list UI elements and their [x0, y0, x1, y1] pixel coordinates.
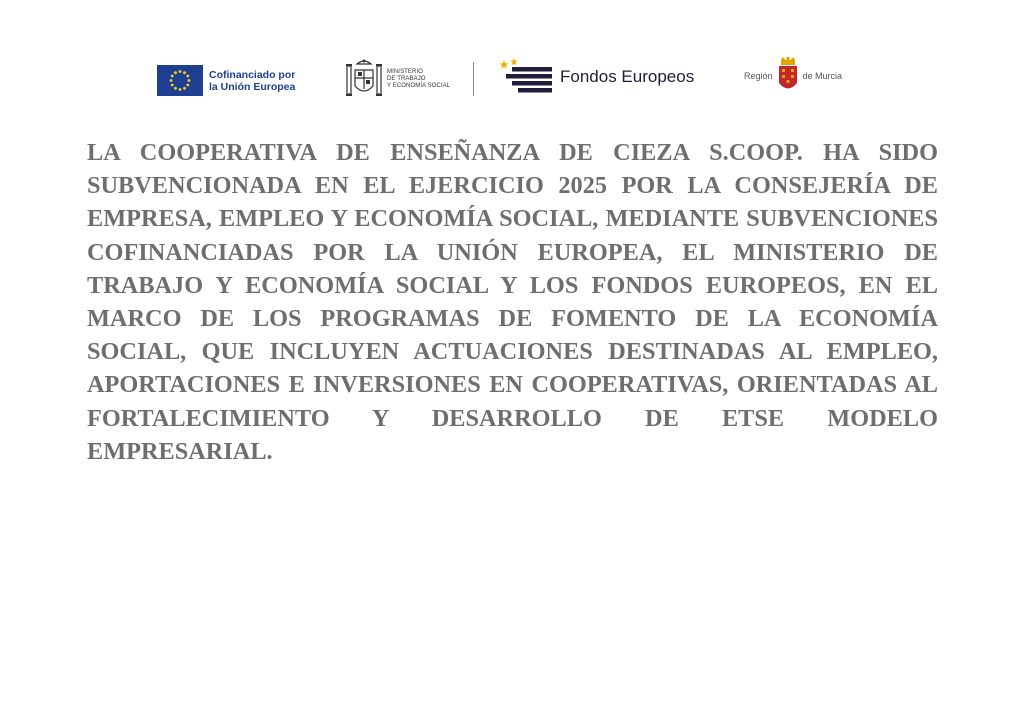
subsidy-notice-text: LA COOPERATIVA DE ENSEÑANZA DE CIEZA S.COOP. HA SIDO SUBVENCIONADA EN EL EJERCICIO 2025 POR LA CONSEJERÍA DE EMPRESA, EMPLEO Y ECONOMÍA SOCIAL, MEDIANTE SUBVENCIONES COFINANCIADAS POR LA UNIÓN EUROPEA, EL MINISTERIO DE TRABAJO Y ECONOMÍA SOCIAL Y LOS FONDOS EUROPEOS, EN EL MARCO DE LOS PROGRAMAS DE FOMENTO DE LA ECONOMÍA SOCIAL, QUE INCLUYEN ACTUACIONES DESTINADAS AL EMPLEO, APORTACIONES E INVERSIONES EN COOPERATIVAS, ORIENTADAS AL FORTALECIMIENTO Y DESARROLLO DE ETSE MODELO EMPRESARIAL. — [87, 139, 938, 465]
ministry-logo — [345, 58, 450, 100]
ministry-logo-line1: MINISTERIO — [387, 68, 424, 75]
spain-coat-of-arms-icon — [345, 58, 383, 100]
logo-divider — [473, 62, 474, 96]
ministry-logo-line3: Y ECONOMÍA SOCIAL — [387, 82, 451, 89]
fondos-europeos-mark-icon — [500, 57, 554, 97]
region-label: Región — [744, 71, 773, 81]
eu-cofinanced-logo — [157, 65, 295, 96]
de-murcia-label: de Murcia — [802, 71, 843, 81]
funding-logos-banner — [0, 48, 1024, 112]
eu-flag-icon — [157, 65, 203, 96]
murcia-crest-icon — [776, 56, 800, 96]
ministry-logo-line2: DE TRABAJO — [387, 75, 426, 82]
fondos-europeos-logo — [500, 57, 694, 97]
eu-logo-line2: la Unión Europea — [209, 80, 296, 93]
eu-logo-line1: Cofinanciado por — [209, 68, 296, 81]
ministry-logo-text — [387, 69, 450, 90]
region-de-murcia-logo — [744, 56, 842, 96]
fondos-europeos-label: Fondos Europeos — [560, 67, 695, 86]
eu-logo-text — [209, 69, 295, 93]
